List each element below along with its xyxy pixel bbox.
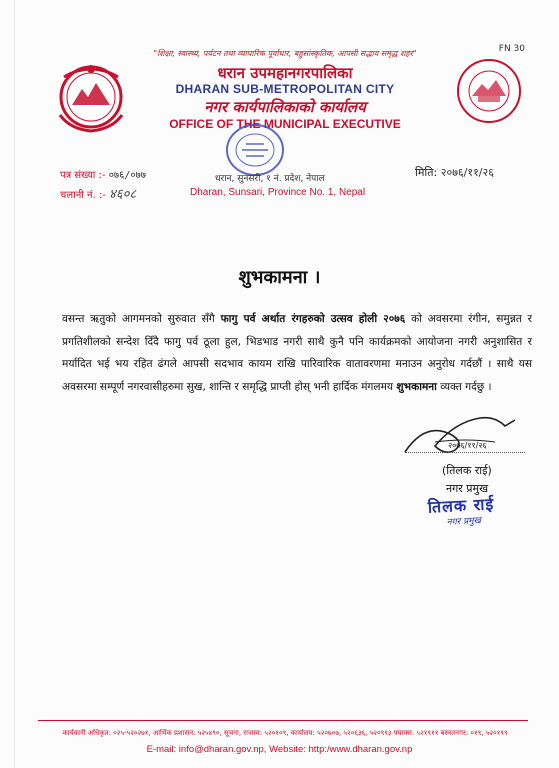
date-label: मिति: [415,166,438,179]
reference-number [60,167,146,181]
office-name-english: OFFICE OF THE MUNICIPAL EXECUTIVE [169,117,401,131]
body-text-2: को अवसरमा रंगीन, समुन्नत र प्रगतिशीलको सन्देश दिँदै फागु पर्व ठूला हुल, भिडभाड नगरी साथै कुनै पनि कार्यक्रमको आयोजना नगरी अनुशासित र मर्यादित भई भय रहित ढंगले आपसी सदभाव कायम राखि पारिवारिक वातावरणमा मनाउन अनुरोध गर्दछौं । साथै यस अवसरमा सम्पूर्ण नगरवासीहरुमा सुख, शान्ति र समृद्धि प्राप्ती होस् भनी हार्दिक मंगलमय [62,313,532,393]
form-code: FN 30 [498,44,525,54]
signature-date: २०७६/११/२६ [448,441,487,450]
body-text-festival: फागु पर्व अर्थात रंगहरुको उत्सव होली २०७६ [220,313,406,325]
seal-title: नगर प्रमुख [446,515,482,528]
letter-date [415,165,494,180]
reference-value: ०७६/०७७ [108,170,146,181]
signatory-title: नगर प्रमुख [446,482,489,495]
office-stamp [224,122,286,178]
address-english: Dharan, Sunsari, Province No. 1, Nepal [190,187,366,198]
dispatch-label: चलानी नं. :- [60,190,106,201]
date-value: २०७६/११/२६ [440,166,494,179]
letter-body [62,308,532,398]
footer-email-website: E-mail: info@dharan.gov.np, Website: http:/www.dharan.gov.np [146,744,413,755]
address-nepali: धरान, सुनसरी, १ नं. प्रदेश, नेपाल [215,174,325,184]
letter-heading: शुभकामना । [238,267,321,288]
body-text-1: वसन्त ऋतुको आगमनको सुरुवात सँगै [62,313,221,325]
handwritten-signature [395,412,525,462]
dispatch-number [60,184,136,202]
city-slogan: "शिक्षा, स्वास्थ्य, पर्यटन तथा व्यापारिक पूर्वाधार, बहुसांस्कृतिक, आपसी सद्भाव समृद्ध शहर" [153,49,417,58]
signature-line [405,452,525,453]
signatory-name: (तिलक राई) [442,464,492,477]
dispatch-value: ४६०८ [109,187,137,202]
name-seal-stamp [427,492,495,528]
reference-label: पत्र संख्या :- [60,170,106,181]
footer-contacts: कार्यकारी अधिकृत: ०२५-५२०२७१, आर्थिक प्रशासन: ५२५४९०, सूचना, राजस्व: ५२०१०९, कार्यालय: ५२०७०७, ५२०६३६, ५२०९९३ फ्याक्स: ५२१९११ बस्नतनगर: ०१९, ५२०१९९ [62,729,508,737]
org-name-nepali: धरान उपमहानगरपालिका [217,64,353,82]
body-text-3: व्यक्त गर्दछु । [436,380,492,393]
body-text-greeting: शुभकामना [396,380,437,393]
org-name-english: DHARAN SUB-METROPOLITAN CITY [175,82,395,96]
office-name-nepali: नगर कार्यपालिकाको कार्यालय [204,98,366,116]
seal-name: तिलक राई [427,494,495,517]
footer-divider [38,720,528,721]
sub-metropolitan-seal-logo [456,58,522,124]
page-edge [14,0,15,768]
